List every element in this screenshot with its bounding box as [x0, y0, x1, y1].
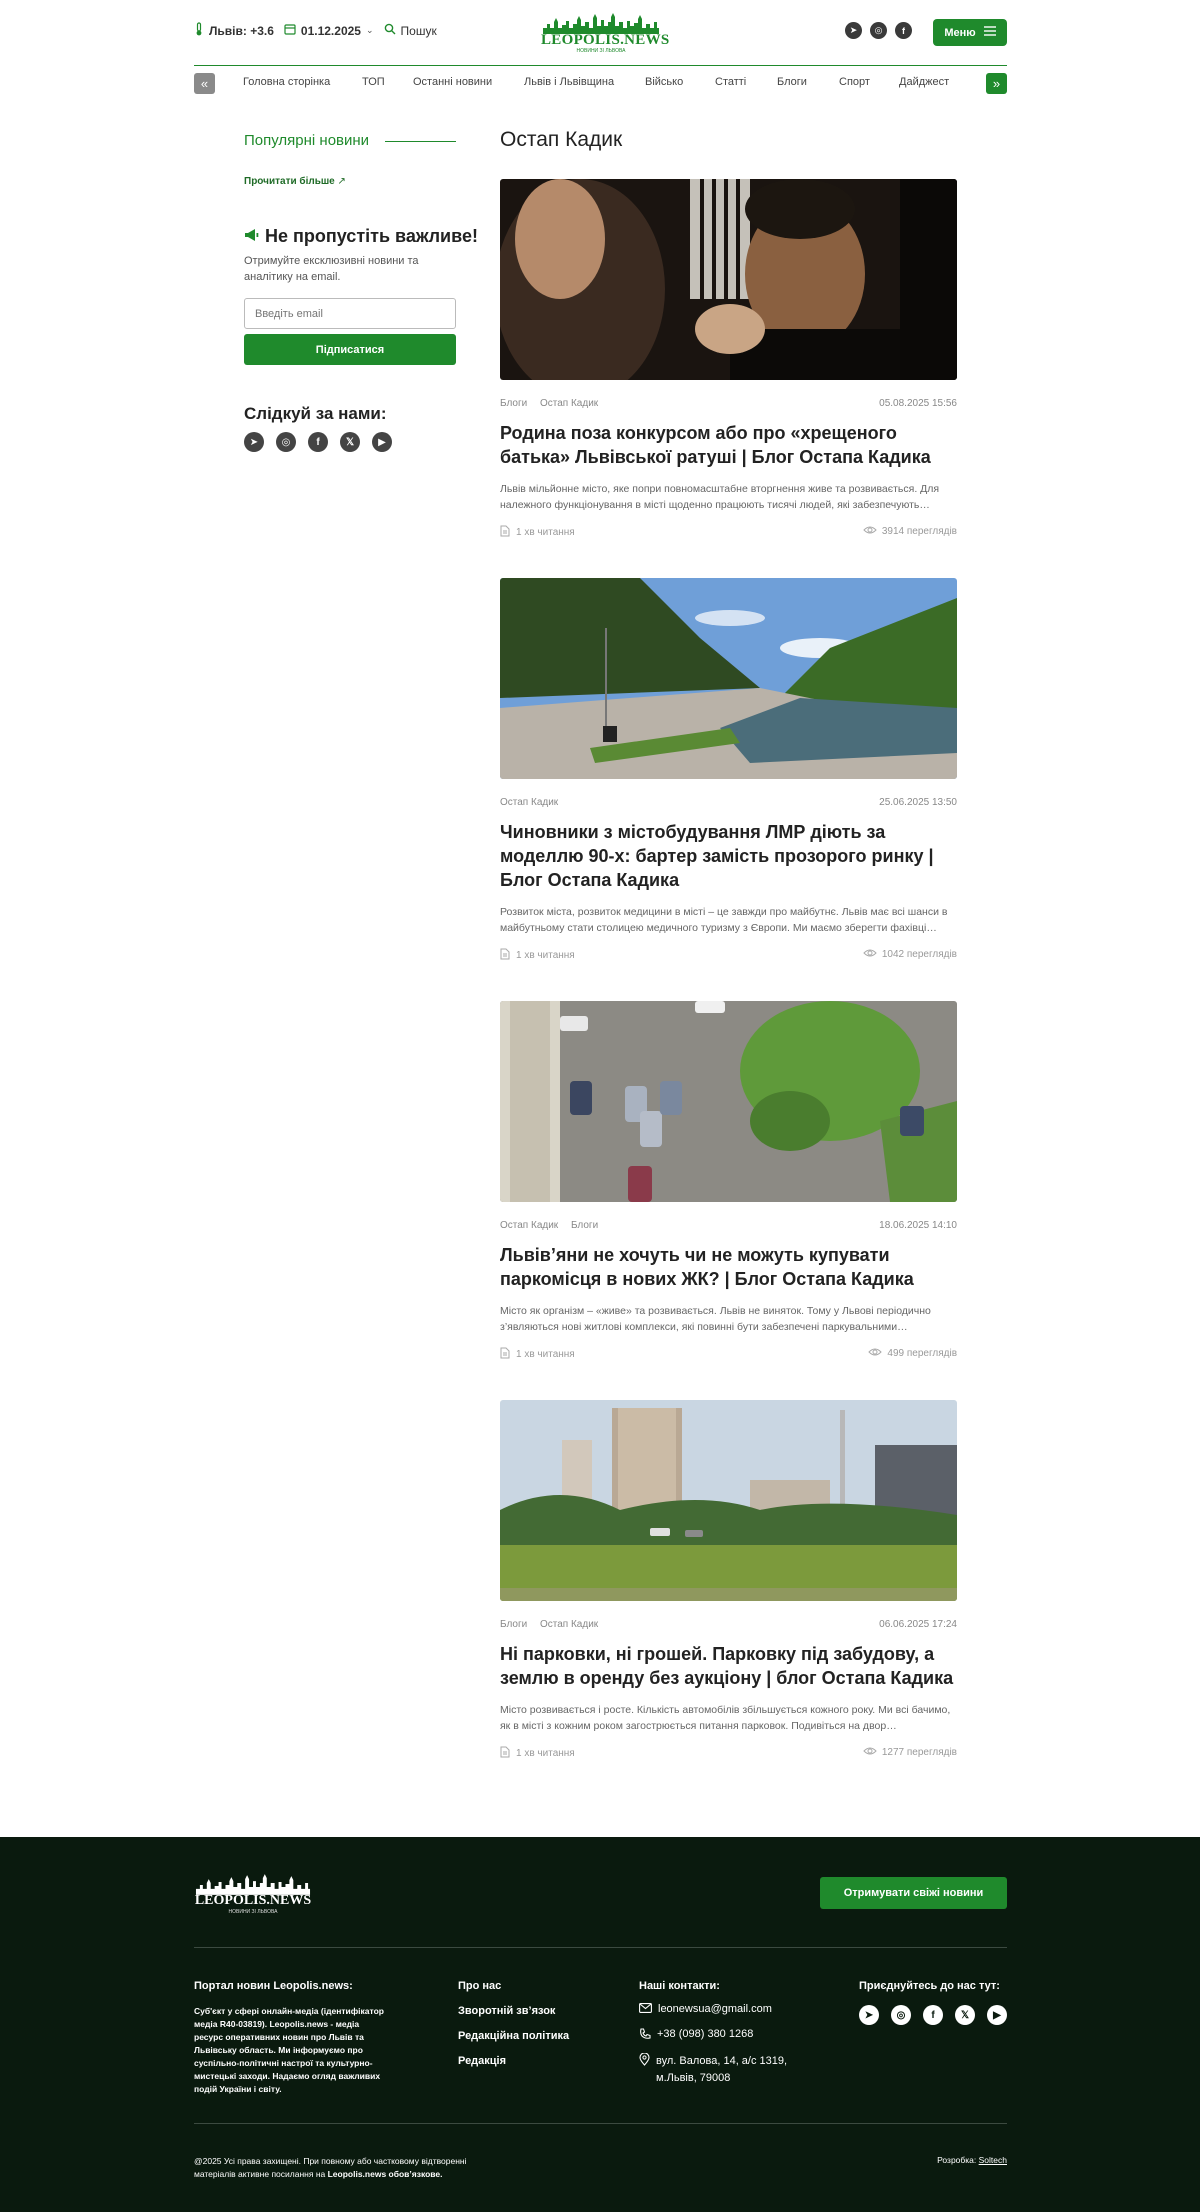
x-icon[interactable]: 𝕏	[340, 432, 360, 452]
get-news-button[interactable]: Отримувати свіжі новини	[820, 1877, 1007, 1909]
article-title[interactable]: Чиновники з містобудування ЛМР діють за моделлю 90-х: бартер замість прозорого ринку | Блог Остапа Кадика	[500, 822, 934, 890]
tag-link[interactable]: Блоги	[500, 1619, 528, 1630]
site-header	[0, 0, 1200, 66]
nav-item-blogs[interactable]: Блоги	[777, 76, 807, 88]
views-text: 1042 переглядів	[881, 949, 957, 960]
views	[863, 948, 957, 961]
telegram-icon[interactable]: ➤	[845, 22, 862, 39]
link-feedback[interactable]: Зворотній зв’язок	[458, 2005, 556, 2017]
article-excerpt: Розвиток міста, розвиток медицини в місті – це завжди про майбутнє. Львів має всі шанси в майбутньому стати столицею медичного туризму з Європи. Ми маємо зберегти фахівці…	[500, 906, 948, 934]
logo-text: LEOPOLIS.NEWS	[541, 32, 670, 48]
instagram-icon[interactable]: ◎	[276, 432, 296, 452]
newsletter-description: Отримуйте ексклюзивні новини та аналітику на email.	[244, 255, 419, 283]
youtube-icon[interactable]: ▶	[372, 432, 392, 452]
developer-credit	[937, 2155, 1007, 2165]
eye-icon	[863, 525, 877, 538]
eye-icon	[868, 1347, 882, 1360]
nav-item-digest[interactable]: Дайджест	[899, 76, 950, 88]
nav-item-top[interactable]: ТОП	[362, 76, 385, 88]
article-meta	[500, 1220, 957, 1231]
facebook-icon[interactable]: f	[308, 432, 328, 452]
chevron-down-icon: ⌄	[365, 25, 374, 35]
tag-link[interactable]: Остап Кадик	[539, 398, 599, 409]
link-editorial-policy[interactable]: Редакційна політика	[458, 2030, 570, 2042]
portal-title: Портал новин Leopolis.news:	[194, 1980, 353, 1992]
thermometer-icon	[194, 22, 204, 39]
document-icon	[500, 1347, 510, 1362]
copyright-line-2-bold: Leopolis.news обов’язкове.	[327, 2169, 443, 2179]
location-pin-icon	[639, 2053, 650, 2069]
article-image[interactable]	[500, 1400, 957, 1601]
copyright-line-2: матеріалів активне посилання на	[194, 2169, 328, 2179]
copyright-line-1: @2025 Усі права захищені. При повному або частковому відтворенні	[194, 2156, 467, 2166]
read-time	[500, 1746, 575, 1761]
sidebar-social-links	[244, 432, 392, 452]
facebook-icon[interactable]: f	[923, 2005, 943, 2025]
nav-item-home[interactable]: Головна сторінка	[243, 76, 331, 88]
read-time	[500, 948, 575, 963]
article-excerpt: Львів мільйонне місто, яке попри повномасштабне вторгнення живе та розвивається. Для належного функціонування в місті щоденно працюють тисячі людей, які забезпечують…	[500, 483, 940, 511]
document-icon	[500, 1746, 510, 1761]
article-excerpt: Місто розвивається і росте. Кількість автомобілів збільшується кожного року. Ми всі бачимо, як в місті з кожним роком загострюється питання парковок. Подивіться на двор…	[500, 1704, 951, 1732]
contacts-title: Наші контакти:	[639, 1980, 720, 1992]
weather-widget[interactable]	[194, 22, 274, 39]
views-text: 1277 переглядів	[881, 1747, 957, 1758]
views	[863, 525, 957, 538]
facebook-icon[interactable]: f	[895, 22, 912, 39]
popular-news-divider	[385, 141, 456, 142]
views-text: 499 переглядів	[887, 1348, 957, 1359]
address-line-2: м.Львів, 79008	[656, 2072, 731, 2084]
read-time	[500, 1347, 575, 1362]
tag-link[interactable]: Остап Кадик	[539, 1619, 599, 1630]
contact-phone[interactable]	[639, 2028, 753, 2043]
weather-text: Львів: +3.6	[209, 23, 274, 38]
views	[868, 1347, 957, 1360]
read-time-text: 1 хв читання	[516, 1349, 575, 1360]
arrow-up-right-icon: ↗	[337, 176, 346, 187]
site-logo[interactable]	[541, 12, 670, 54]
nav-item-articles[interactable]: Статті	[715, 76, 747, 88]
footer-logo-text: LEOPOLIS.NEWS	[194, 1893, 312, 1908]
menu-button[interactable]	[933, 19, 1007, 46]
article-date: 18.06.2025 14:10	[879, 1220, 957, 1231]
article-image[interactable]	[500, 578, 957, 779]
telegram-icon[interactable]: ➤	[244, 432, 264, 452]
double-chevron-right-icon: »	[992, 76, 1001, 91]
views	[863, 1746, 957, 1759]
article-title[interactable]: Ні парковки, ні грошей. Парковку під забудову, а землю в оренду без аукціону | блог Остапа Кадика	[500, 1644, 954, 1688]
article-meta	[500, 797, 957, 808]
footer-divider-bottom	[194, 2123, 1007, 2124]
hamburger-icon	[984, 26, 996, 39]
email-input[interactable]	[244, 298, 456, 329]
contact-email[interactable]	[639, 2003, 772, 2016]
site-footer	[0, 1837, 1200, 2212]
read-time	[500, 525, 575, 540]
x-icon[interactable]: 𝕏	[955, 2005, 975, 2025]
header-info	[194, 22, 437, 39]
read-more-link[interactable]	[244, 176, 346, 187]
main-nav	[194, 73, 1007, 95]
footer-social-links	[859, 2005, 1007, 2025]
nav-item-lviv[interactable]: Львів і Львівщина	[524, 76, 615, 88]
double-chevron-left-icon: «	[200, 76, 209, 91]
date-widget[interactable]	[284, 23, 374, 38]
newsletter-title-text: Не пропустіть важливе!	[265, 226, 478, 246]
link-editorial-team[interactable]: Редакція	[458, 2055, 507, 2067]
footer-logo-subtitle: НОВИНИ ЗІ ЛЬВОВА	[228, 1909, 278, 1915]
contact-address	[639, 2053, 787, 2087]
developer-link[interactable]: Soltech	[978, 2155, 1007, 2165]
article-tags	[500, 398, 608, 409]
article-date: 06.06.2025 17:24	[879, 1619, 957, 1630]
header-social-links	[845, 22, 912, 39]
article-date: 05.08.2025 15:56	[879, 398, 957, 409]
document-icon	[500, 948, 510, 963]
read-more-label: Прочитати більше	[244, 176, 335, 187]
search-icon	[384, 23, 396, 38]
document-icon	[500, 525, 510, 540]
eye-icon	[863, 948, 877, 961]
telegram-icon[interactable]: ➤	[859, 2005, 879, 2025]
article-date: 25.06.2025 13:50	[879, 797, 957, 808]
follow-us-title: Слідкуй за нами:	[244, 404, 387, 423]
footer-logo[interactable]	[194, 1873, 312, 1915]
article-image[interactable]	[500, 1001, 957, 1202]
subscribe-button[interactable]: Підписатися	[244, 334, 456, 365]
article-excerpt: Місто як організм – «живе» та розвивається. Львів не виняток. Тому у Львові періодично з’являються нові житлові комплекси, які повинні бути забезпечені паркувальними…	[500, 1305, 931, 1333]
nav-divider	[194, 65, 1007, 66]
tag-link[interactable]: Блоги	[500, 398, 528, 409]
youtube-icon[interactable]: ▶	[987, 2005, 1007, 2025]
article-tags	[500, 1220, 608, 1231]
search-button[interactable]	[384, 23, 437, 38]
menu-label: Меню	[944, 26, 976, 39]
phone-text: +38 (098) 380 1268	[657, 2028, 754, 2040]
footer-divider	[194, 1947, 1007, 1948]
logo-subtitle: НОВИНИ ЗІ ЛЬВОВА	[576, 48, 626, 54]
newsletter-title	[244, 226, 478, 247]
popular-news-title: Популярні новини	[244, 132, 370, 149]
instagram-icon[interactable]: ◎	[891, 2005, 911, 2025]
page-title: Остап Кадик	[500, 128, 623, 151]
nav-item-sport[interactable]: Спорт	[839, 76, 870, 88]
social-title: Приєднуйтесь до нас тут:	[859, 1980, 1000, 1992]
nav-item-military[interactable]: Військо	[645, 76, 684, 88]
tag-link[interactable]: Остап Кадик	[500, 1220, 559, 1231]
article-title[interactable]: Родина поза конкурсом або про «хрещеного батька» Львівської ратуші | Блог Остапа Кадика	[500, 423, 931, 467]
address-line-1: вул. Валова, 14, а/с 1319,	[656, 2055, 788, 2067]
eye-icon	[863, 1746, 877, 1759]
article-title[interactable]: Львів’яни не хочуть чи не можуть купувати паркомісця в нових ЖК? | Блог Остапа Кадика	[500, 1245, 914, 1289]
search-label: Пошук	[400, 23, 437, 38]
copyright	[194, 2155, 494, 2181]
nav-scroll-left-button[interactable]	[194, 73, 215, 94]
mail-icon	[639, 2003, 652, 2016]
email-text: leonewsua@gmail.com	[658, 2003, 772, 2015]
read-time-text: 1 хв читання	[516, 1748, 575, 1759]
link-about[interactable]: Про нас	[458, 1980, 502, 1992]
views-text: 3914 переглядів	[881, 526, 957, 537]
article-tags	[500, 797, 568, 808]
megaphone-icon	[244, 226, 259, 247]
calendar-icon	[284, 23, 296, 38]
portal-description: Суб'єкт у сфері онлайн-медіа (ідентифікатор медіа R40-03819). Leopolis.news - медіа ресурс оперативних новин про Львів та Львівську область. Ми інформуємо про суспільно-політичні настрої та культурно-мистецькі заходи. Надаємо огляд важливих подій України і світу.	[194, 2006, 384, 2094]
article-meta	[500, 1619, 957, 1630]
article-image[interactable]	[500, 179, 957, 380]
nav-item-latest[interactable]: Останні новини	[413, 76, 493, 88]
instagram-icon[interactable]: ◎	[870, 22, 887, 39]
tag-link[interactable]: Блоги	[570, 1220, 599, 1231]
developer-label: Розробка:	[937, 2155, 979, 2165]
nav-scroll-right-button[interactable]	[986, 73, 1007, 94]
article-tags	[500, 1619, 608, 1630]
read-time-text: 1 хв читання	[516, 950, 575, 961]
phone-icon	[639, 2028, 651, 2043]
read-time-text: 1 хв читання	[516, 527, 575, 538]
date-text: 01.12.2025	[300, 23, 361, 38]
tag-link[interactable]: Остап Кадик	[500, 797, 559, 808]
article-meta	[500, 398, 957, 409]
